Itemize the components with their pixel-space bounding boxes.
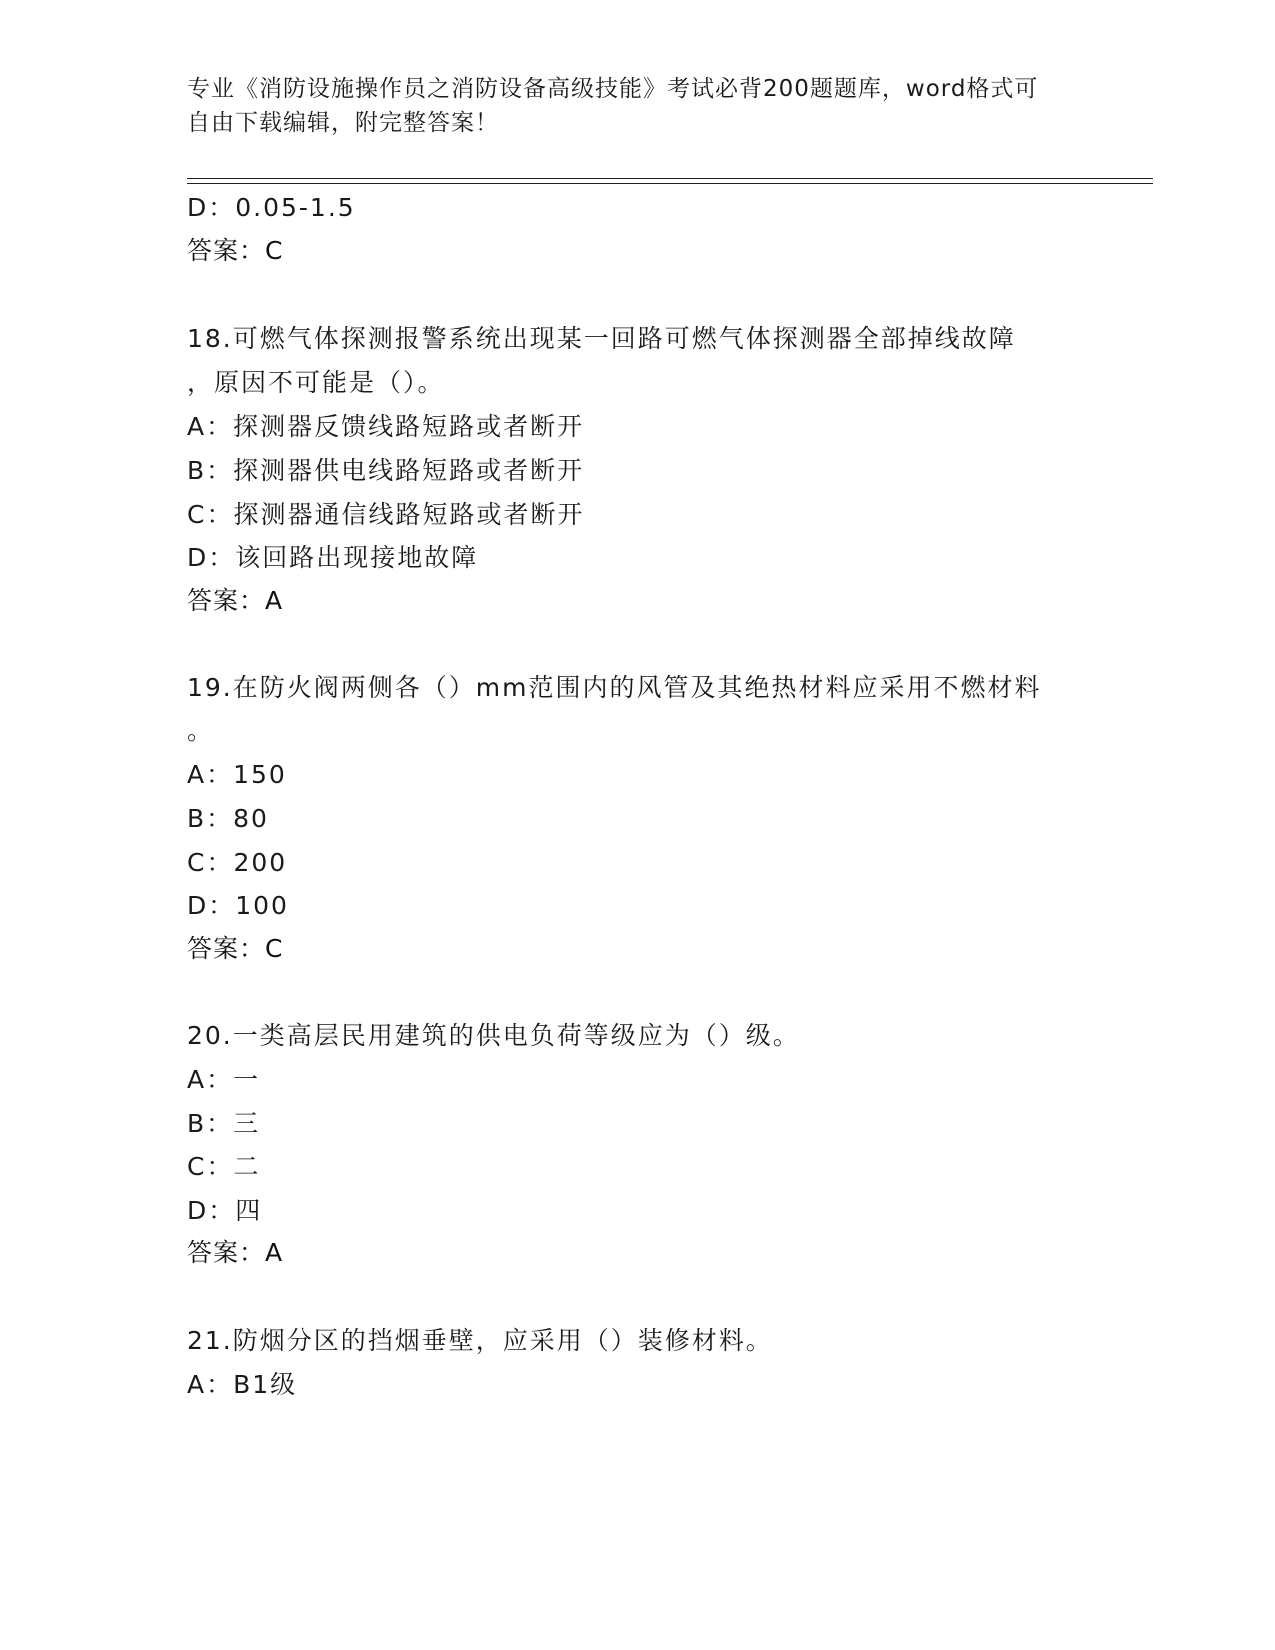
header-line-1: 专业《消防设施操作员之消防设备高级技能》考试必背200题题库，word格式可 [187,76,1039,102]
q19-option-d: D：100 [187,891,289,920]
header-divider-bottom [187,183,1153,184]
q20-option-b: B：三 [187,1109,261,1138]
prev-answer: 答案：C [187,236,284,265]
q19-stem-line-1: 19.在防火阀两侧各（）mm范围内的风管及其绝热材料应采用不燃材料 [187,673,1042,702]
q18-answer: 答案：A [187,586,284,615]
q20-option-d: D：四 [187,1196,263,1225]
header-line-2: 自由下载编辑，附完整答案！ [187,110,499,136]
q18-stem-line-2: ，原因不可能是（）。 [187,368,445,397]
q18-option-d: D：该回路出现接地故障 [187,543,479,572]
q21-option-a: A：B1级 [187,1370,298,1399]
q18-option-a: A：探测器反馈线路短路或者断开 [187,412,585,441]
q20-answer: 答案：A [187,1238,284,1267]
q19-option-a: A：150 [187,760,287,789]
document-header [187,72,1087,140]
q20-option-c: C：二 [187,1152,261,1181]
q20-stem-line-1: 20.一类高层民用建筑的供电负荷等级应为（）级。 [187,1021,800,1050]
q19-option-b: B：80 [187,804,269,833]
q20-option-a: A：一 [187,1065,261,1094]
q19-stem-line-2: 。 [187,716,215,745]
q18-option-b: B：探测器供电线路短路或者断开 [187,456,585,485]
prev-option-d: D：0.05-1.5 [187,193,356,222]
header-divider-top [187,178,1153,179]
q21-stem-line-1: 21.防烟分区的挡烟垂壁，应采用（）装修材料。 [187,1326,773,1355]
q18-stem-line-1: 18.可燃气体探测报警系统出现某一回路可燃气体探测器全部掉线故障 [187,324,1016,353]
q19-answer: 答案：C [187,934,284,963]
q18-option-c: C：探测器通信线路短路或者断开 [187,500,585,529]
q19-option-c: C：200 [187,848,288,877]
